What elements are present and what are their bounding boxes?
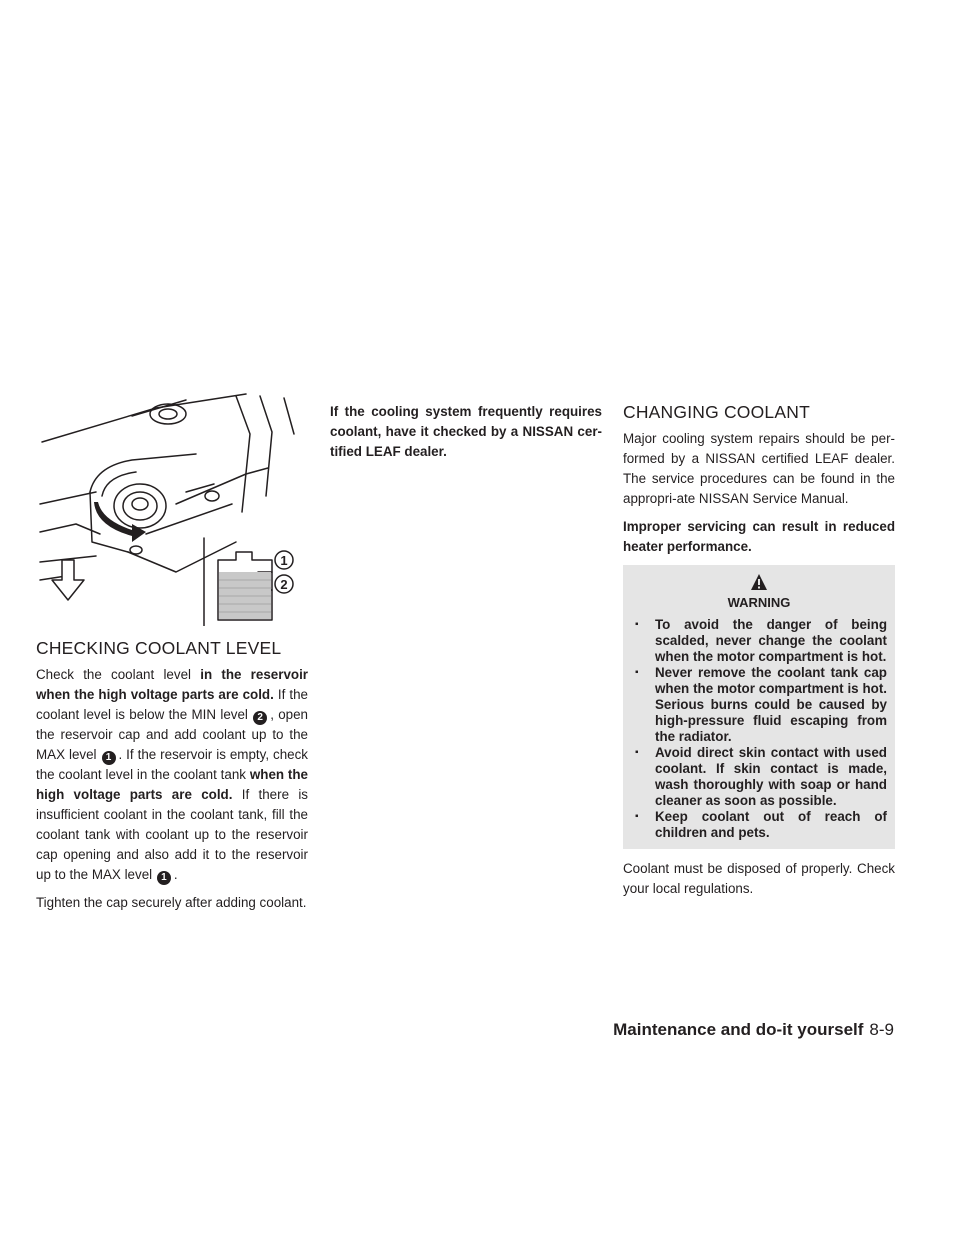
text-run: If the coolant level is below the MIN level xyxy=(36,687,308,722)
middle-column xyxy=(330,402,602,470)
warning-box xyxy=(623,565,895,849)
warning-triangle-icon xyxy=(750,573,768,591)
bold-run: in the reservoir when the high voltage parts are cold. xyxy=(36,667,309,702)
checking-coolant-section xyxy=(36,638,308,921)
improper-servicing-text: Improper servicing can result in reduced heater performance. xyxy=(623,519,895,554)
checking-coolant-paragraph xyxy=(36,665,308,885)
warning-title: WARNING xyxy=(727,595,791,610)
callout-1-ref: 1 xyxy=(157,871,171,885)
warning-item: ▪ Avoid direct skin contact with used coolant. If skin contact is made, wash thoroughly with soap or hand cleaner as soon as possible. xyxy=(631,745,887,809)
text-run: , open the reservoir cap and add coolant up to the MAX level xyxy=(36,707,308,762)
text-run: Check the coolant level xyxy=(36,667,201,682)
svg-text:1: 1 xyxy=(280,553,288,568)
repairs-paragraph: Major cooling system repairs should be per-formed by a NISSAN certified LEAF dealer. The service procedures can be found in the appropri-ate NISSAN Service Manual. xyxy=(623,431,895,506)
callout-1-marker xyxy=(275,551,293,569)
warning-header xyxy=(631,573,887,613)
dealer-check-note xyxy=(330,402,602,462)
svg-text:2: 2 xyxy=(280,577,288,592)
changing-coolant-section xyxy=(623,402,895,907)
changing-coolant-heading: CHANGING COOLANT xyxy=(623,402,810,422)
warning-item: ▪ Keep coolant out of reach of children and pets. xyxy=(631,809,887,841)
callout-2-ref: 2 xyxy=(253,711,267,725)
dealer-check-text: If the cooling system frequently requires coolant, have it checked by a NISSAN cer-tified LEAF dealer. xyxy=(330,404,602,459)
warning-list xyxy=(631,617,887,841)
improper-servicing-note xyxy=(623,517,895,557)
coolant-reservoir-illustration xyxy=(36,384,304,626)
text-run: If there is insufficient coolant in the coolant tank, fill the coolant tank with coolant up to the reservoir cap opening and also add it to the reservoir up to the MAX level xyxy=(36,787,308,882)
callout-1-ref: 1 xyxy=(102,751,116,765)
tighten-cap-paragraph: Tighten the cap securely after adding coolant. xyxy=(36,895,307,910)
page-footer xyxy=(613,1020,894,1040)
footer-section-title: Maintenance and do-it yourself xyxy=(613,1020,864,1039)
text-run: . xyxy=(173,867,178,882)
text-run: . If the reservoir is empty, check the coolant level in the coolant tank xyxy=(36,747,309,782)
disposal-paragraph: Coolant must be disposed of properly. Check your local regulations. xyxy=(623,861,895,896)
warning-item: ▪ Never remove the coolant tank cap when the motor compartment is hot. Serious burns could be caused by high-pressure fluid escaping from the radiator. xyxy=(631,665,887,745)
bold-run: when the high voltage parts are cold. xyxy=(36,767,309,802)
warning-item: ▪ To avoid the danger of being scalded, never change the coolant when the motor compartment is hot. xyxy=(631,617,887,665)
callout-2-marker xyxy=(275,575,293,593)
page-number: 8-9 xyxy=(869,1020,894,1039)
checking-coolant-heading: CHECKING COOLANT LEVEL xyxy=(36,638,282,658)
